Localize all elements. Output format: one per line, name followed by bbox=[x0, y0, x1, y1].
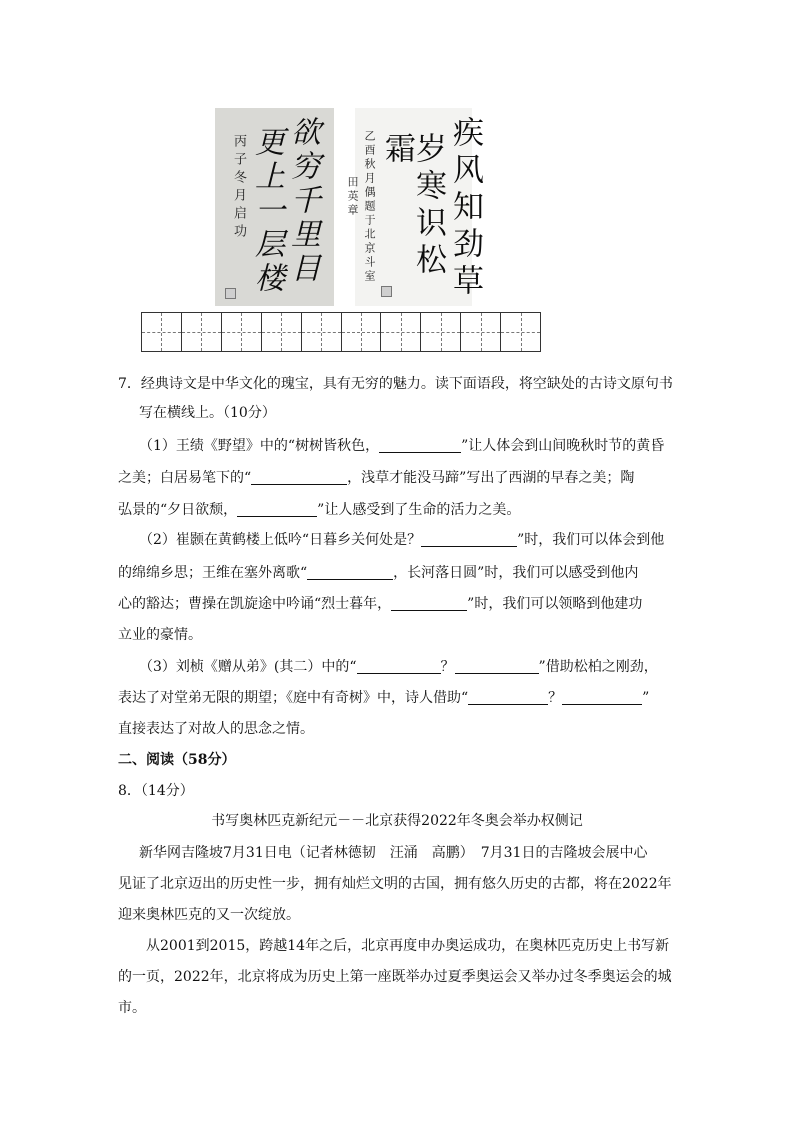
text: （1）王绩《野望》中的“树树皆秋色， bbox=[139, 438, 380, 454]
q7-part2-line-3 bbox=[118, 596, 642, 612]
grid-cell[interactable] bbox=[501, 313, 540, 351]
text: （2）崔颢在黄鹤楼上低吟“日暮乡关何处是？ bbox=[139, 532, 422, 548]
answer-blank[interactable] bbox=[357, 659, 441, 674]
article-para-1-line-1: 新华网吉隆坡7月31日电（记者林德韧 汪涌 高鹏） 7月31日的吉隆坡会展中心 bbox=[139, 845, 648, 861]
calligraphy-left-signature: 丙子冬月启功 bbox=[231, 134, 246, 242]
answer-blank[interactable] bbox=[455, 659, 539, 674]
grid-cell[interactable] bbox=[262, 313, 302, 351]
q7-part3-line-3: 直接表达了对故人的思念之情。 bbox=[118, 721, 314, 737]
calligraphy-right-signature-1: 乙酉秋月偶题于北京斗室 bbox=[363, 130, 376, 284]
text: ”时，我们可以领略到他建功 bbox=[467, 596, 643, 612]
calligraphy-left-column-2: 更上一层楼 bbox=[249, 126, 284, 296]
text: 表达了对堂弟无限的期望；《庭中有奇树》中，诗人借助“ bbox=[118, 690, 469, 706]
q7-part2-line-2 bbox=[118, 565, 638, 581]
answer-blank[interactable] bbox=[391, 596, 467, 611]
answer-blank[interactable] bbox=[237, 502, 317, 517]
calligraphy-right-image bbox=[346, 108, 483, 306]
text: ，长河落日圆”时，我们可以感受到他内 bbox=[393, 565, 639, 581]
text: ，浅草才能没马蹄”写出了西湖的早春之美；陶 bbox=[347, 470, 635, 486]
answer-blank[interactable] bbox=[562, 690, 642, 705]
text: 的绵绵乡思；王维在塞外离歌“ bbox=[118, 565, 308, 581]
q7-part1-line-3 bbox=[118, 502, 520, 518]
grid-cell[interactable] bbox=[461, 313, 501, 351]
seal-stamp-icon bbox=[225, 288, 236, 299]
answer-blank[interactable] bbox=[421, 532, 517, 547]
calligraphy-right-signature-2: 田英章 bbox=[346, 176, 359, 218]
writing-practice-grid[interactable] bbox=[141, 312, 541, 352]
text: ”借助松柏之刚劲， bbox=[538, 659, 658, 675]
text: ？ bbox=[440, 659, 455, 675]
answer-blank[interactable] bbox=[468, 690, 548, 705]
q7-part2-line-4: 立业的豪情。 bbox=[118, 627, 202, 643]
grid-cell[interactable] bbox=[381, 313, 421, 351]
section-2-heading: 二、阅读（58分） bbox=[118, 752, 236, 768]
q7-part2-line-1 bbox=[139, 532, 664, 548]
text: ” bbox=[642, 690, 650, 706]
calligraphy-left-column-1: 欲穷千里目 bbox=[285, 116, 320, 286]
q7-part1-line-1 bbox=[139, 438, 664, 454]
seal-stamp-icon bbox=[381, 286, 392, 297]
q8-label: 8．（14分） bbox=[118, 783, 194, 799]
text: ”时，我们可以体会到他 bbox=[517, 532, 665, 548]
q7-intro-line-2: 写在横线上。（10分） bbox=[139, 405, 276, 421]
text: （3）刘桢《赠从弟》(其二）中的“ bbox=[139, 659, 357, 675]
grid-cell[interactable] bbox=[222, 313, 262, 351]
answer-blank[interactable] bbox=[307, 565, 393, 580]
article-para-1-line-3: 迎来奥林匹克的又一次绽放。 bbox=[118, 907, 300, 923]
answer-blank[interactable] bbox=[251, 470, 347, 485]
grid-cell[interactable] bbox=[421, 313, 461, 351]
calligraphy-right-column-2: 岁寒识松霜 bbox=[379, 132, 446, 280]
article-para-2-line-3: 市。 bbox=[118, 1000, 146, 1016]
calligraphy-left-image bbox=[215, 108, 334, 306]
q7-part3-line-2 bbox=[118, 690, 649, 706]
calligraphy-right-column-1: 疾风知劲草 bbox=[447, 116, 483, 301]
q7-intro-line-1: 7．经典诗文是中华文化的瑰宝，具有无穷的魅力。读下面语段，将空缺处的古诗文原句书 bbox=[118, 376, 673, 392]
text: 之美；白居易笔下的“ bbox=[118, 470, 252, 486]
text: ”让人感受到了生命的活力之美。 bbox=[317, 502, 521, 518]
article-title: 书写奥林匹克新纪元－－北京获得2022年冬奥会举办权侧记 bbox=[211, 813, 583, 829]
grid-cell[interactable] bbox=[142, 313, 182, 351]
grid-cell[interactable] bbox=[342, 313, 382, 351]
text: ”让人体会到山间晚秋时节的黄昏 bbox=[461, 438, 665, 454]
article-para-1-line-2: 见证了北京迈出的历史性一步，拥有灿烂文明的古国，拥有悠久历史的古都，将在2022年 bbox=[118, 876, 672, 892]
grid-cell[interactable] bbox=[182, 313, 222, 351]
q7-part3-line-1 bbox=[139, 659, 658, 675]
text: 弘景的“夕日欲颓， bbox=[118, 502, 238, 518]
q7-part1-line-2 bbox=[118, 470, 634, 486]
text: 心的豁达；曹操在凯旋途中吟诵“烈士暮年， bbox=[118, 596, 392, 612]
text: ？ bbox=[548, 690, 563, 706]
grid-cell[interactable] bbox=[302, 313, 342, 351]
answer-blank[interactable] bbox=[379, 438, 461, 453]
article-para-2-line-1: 从2001到2015，跨越14年之后，北京再度申办奥运成功，在奥林匹克历史上书写新 bbox=[146, 938, 670, 954]
article-para-2-line-2: 的一页，2022年，北京将成为历史上第一座既举办过夏季奥运会又举办过冬季奥运会的城 bbox=[118, 969, 672, 985]
